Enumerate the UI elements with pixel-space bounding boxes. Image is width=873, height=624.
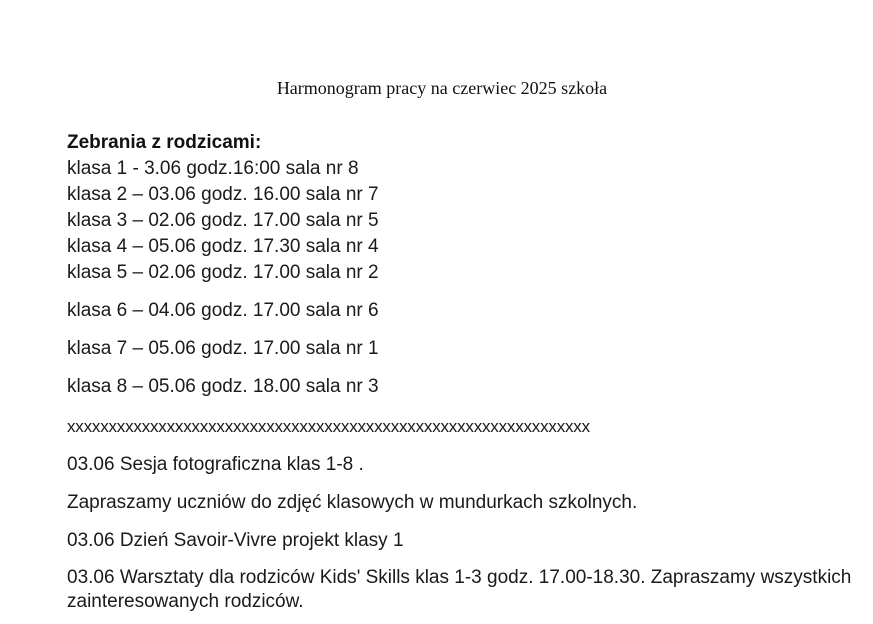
meeting-item-class-2: klasa 2 – 03.06 godz. 16.00 sala nr 7 — [67, 184, 379, 205]
meeting-item-class-8: klasa 8 – 05.06 godz. 18.00 sala nr 3 — [67, 376, 379, 397]
event-parent-workshop: 03.06 Warsztaty dla rodziców Kids' Skills klas 1-3 godz. 17.00-18.30. Zapraszamy wszystkich zainteresowanych rodziców. — [67, 567, 852, 612]
event-savoir-vivre: 03.06 Dzień Savoir-Vivre projekt klasy 1 — [67, 530, 404, 551]
meeting-item-class-7: klasa 7 – 05.06 godz. 17.00 sala nr 1 — [67, 338, 379, 359]
event-photo-invitation: Zapraszamy uczniów do zdjęć klasowych w mundurkach szkolnych. — [67, 492, 638, 513]
meeting-item-class-4: klasa 4 – 05.06 godz. 17.30 sala nr 4 — [67, 236, 379, 257]
document-title: Harmonogram pracy na czerwiec 2025 szkoła — [276, 78, 608, 98]
meeting-item-class-1: klasa 1 - 3.06 godz.16:00 sala nr 8 — [67, 158, 359, 179]
meeting-item-class-6: klasa 6 – 04.06 godz. 17.00 sala nr 6 — [67, 300, 379, 321]
event-photo-session: 03.06 Sesja fotograficzna klas 1-8 . — [67, 454, 364, 475]
meeting-item-class-3: klasa 3 – 02.06 godz. 17.00 sala nr 5 — [67, 210, 379, 231]
meetings-heading: Zebrania z rodzicami: — [67, 132, 262, 153]
document-body — [67, 130, 857, 614]
meeting-item-class-5: klasa 5 – 02.06 godz. 17.00 sala nr 2 — [67, 262, 379, 283]
separator-line: xxxxxxxxxxxxxxxxxxxxxxxxxxxxxxxxxxxxxxxxxxxxxxxxxxxxxxxxxxxxxxx — [67, 417, 590, 436]
